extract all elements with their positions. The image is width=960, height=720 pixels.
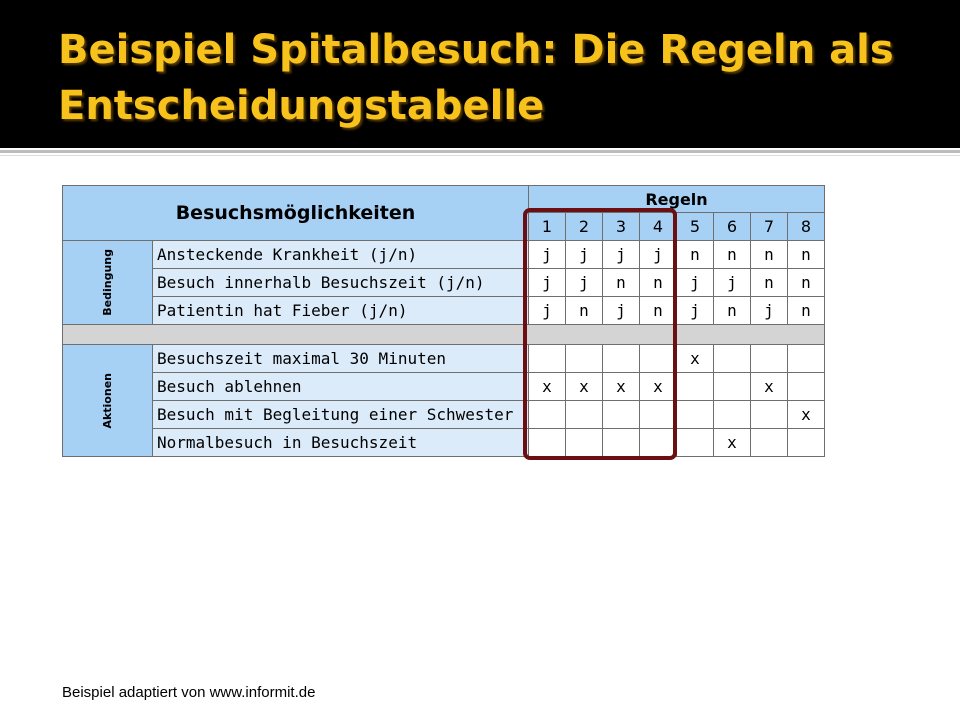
action-value-rule-1 [529, 401, 566, 429]
condition-value-rule-5: j [677, 269, 714, 297]
action-value-rule-4 [640, 401, 677, 429]
condition-value-rule-1: j [529, 269, 566, 297]
rule-number-6: 6 [714, 213, 751, 241]
rule-number-4: 4 [640, 213, 677, 241]
action-value-rule-1: x [529, 373, 566, 401]
condition-value-rule-2: j [566, 241, 603, 269]
action-value-rule-2: x [566, 373, 603, 401]
decision-table [62, 185, 825, 457]
condition-value-rule-1: j [529, 241, 566, 269]
action-value-rule-7 [751, 345, 788, 373]
condition-value-rule-8: n [788, 241, 825, 269]
action-group-label [63, 345, 153, 457]
action-label: Besuch ablehnen [153, 373, 529, 401]
condition-value-rule-8: n [788, 269, 825, 297]
action-value-rule-6 [714, 373, 751, 401]
action-value-rule-7: x [751, 373, 788, 401]
action-value-rule-6 [714, 345, 751, 373]
condition-value-rule-8: n [788, 297, 825, 325]
condition-value-rule-3: n [603, 269, 640, 297]
action-value-rule-6 [714, 401, 751, 429]
condition-value-rule-7: j [751, 297, 788, 325]
action-value-rule-4 [640, 345, 677, 373]
action-value-rule-1 [529, 345, 566, 373]
condition-label: Ansteckende Krankheit (j/n) [153, 241, 529, 269]
title-divider [0, 150, 960, 153]
action-value-rule-3 [603, 429, 640, 457]
rules-header: Regeln [529, 186, 825, 213]
action-row [63, 345, 825, 373]
condition-row [63, 241, 825, 269]
action-value-rule-5: x [677, 345, 714, 373]
action-label: Normalbesuch in Besuchszeit [153, 429, 529, 457]
action-value-rule-2 [566, 345, 603, 373]
footnote: Beispiel adaptiert von www.informit.de [62, 684, 316, 701]
action-value-rule-3 [603, 345, 640, 373]
condition-value-rule-4: j [640, 241, 677, 269]
rule-number-8: 8 [788, 213, 825, 241]
condition-value-rule-5: j [677, 297, 714, 325]
action-value-rule-8: x [788, 401, 825, 429]
action-value-rule-2 [566, 401, 603, 429]
action-group-text: Aktionen [101, 372, 114, 429]
action-value-rule-1 [529, 429, 566, 457]
condition-value-rule-6: n [714, 241, 751, 269]
action-value-rule-4: x [640, 373, 677, 401]
condition-group-label [63, 241, 153, 325]
slide-title: Beispiel Spitalbesuch: Die Regeln als Entscheidungstabelle [58, 27, 894, 129]
action-label: Besuch mit Begleitung einer Schwester [153, 401, 529, 429]
action-value-rule-8 [788, 429, 825, 457]
rule-number-1: 1 [529, 213, 566, 241]
condition-value-rule-6: j [714, 269, 751, 297]
action-value-rule-3: x [603, 373, 640, 401]
rule-number-2: 2 [566, 213, 603, 241]
header-label: Besuchsmöglichkeiten [63, 186, 529, 241]
condition-value-rule-7: n [751, 241, 788, 269]
condition-value-rule-5: n [677, 241, 714, 269]
action-row [63, 373, 825, 401]
condition-value-rule-7: n [751, 269, 788, 297]
separator-row [63, 325, 825, 345]
action-value-rule-3 [603, 401, 640, 429]
action-value-rule-5 [677, 373, 714, 401]
action-value-rule-2 [566, 429, 603, 457]
table-header-row-top [63, 186, 825, 213]
condition-label: Besuch innerhalb Besuchszeit (j/n) [153, 269, 529, 297]
action-row [63, 401, 825, 429]
action-value-rule-7 [751, 401, 788, 429]
action-value-rule-5 [677, 429, 714, 457]
condition-group-text: Bedingung [101, 249, 114, 316]
action-value-rule-8 [788, 345, 825, 373]
action-label: Besuchszeit maximal 30 Minuten [153, 345, 529, 373]
rule-number-3: 3 [603, 213, 640, 241]
rule-number-7: 7 [751, 213, 788, 241]
action-value-rule-4 [640, 429, 677, 457]
condition-row [63, 269, 825, 297]
condition-value-rule-3: j [603, 241, 640, 269]
condition-value-rule-6: n [714, 297, 751, 325]
title-bar [0, 0, 960, 148]
separator-cell [63, 325, 825, 345]
condition-value-rule-4: n [640, 297, 677, 325]
action-row [63, 429, 825, 457]
condition-value-rule-1: j [529, 297, 566, 325]
rule-number-5: 5 [677, 213, 714, 241]
action-value-rule-5 [677, 401, 714, 429]
action-value-rule-6: x [714, 429, 751, 457]
condition-label: Patientin hat Fieber (j/n) [153, 297, 529, 325]
condition-value-rule-4: n [640, 269, 677, 297]
condition-value-rule-2: n [566, 297, 603, 325]
action-value-rule-8 [788, 373, 825, 401]
condition-value-rule-2: j [566, 269, 603, 297]
condition-row [63, 297, 825, 325]
condition-value-rule-3: j [603, 297, 640, 325]
action-value-rule-7 [751, 429, 788, 457]
title-divider-thin [0, 155, 960, 156]
